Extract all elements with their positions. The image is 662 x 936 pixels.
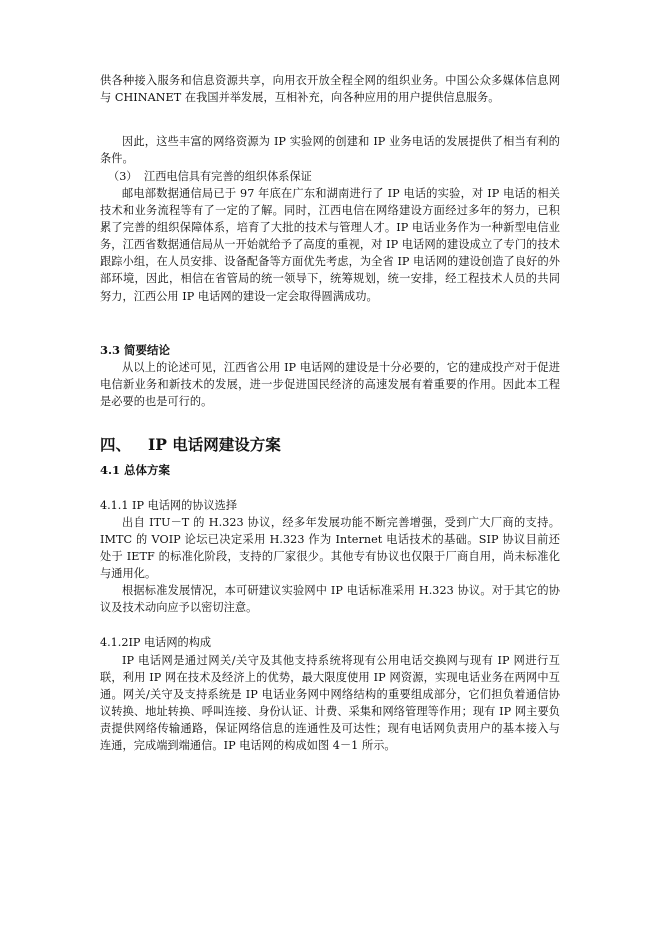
paragraph-conclusion: 从以上的论述可见，江西省公用 IP 电话网的建设是十分必要的，它的建成投产对于促进电信新业务和新技术的发展，进一步促进国民经济的高速发展有着重要的作用。因此本工程是必要的也是可行的。 [100,361,560,409]
paragraph-protocol-selection: 出自 ITU－T 的 H.323 协议，经多年发展功能不断完善增强，受到广大厂商的支持。IMTC 的 VOIP 论坛已决定采用 H.323 作为 Internet 电话技术的基础。SIP 协议目前还处于 IETF 的标准化阶段，支持的厂家很少。其他专有协议也仅限于厂商自用，尚未标准化与通用化。 [100,516,560,581]
paragraph-conditions: 因此，这些丰富的网络资源为 IP 实验网的创建和 IP 业务电话的发展提供了相当有利的条件。 [100,135,560,166]
paragraph-protocol-recommendation: 根据标准发展情况，本可研建议实验网中 IP 电话标准采用 H.323 协议。对于其它的协议及技术动向应予以密切注意。 [100,584,560,615]
paragraph-network-resources: 供各种接入服务和信息资源共享，向用衣开放全程全网的组织业务。中国公众多媒体信息网与 CHINANET 在我国并举发展，互相补充，向各种应用的用户提供信息服务。 [100,74,560,105]
item-title: 江西电信具有完善的组织体系保证 [144,170,312,183]
chapter-number: 四、 [100,435,132,454]
section-heading-4-1: 4.1 总体方案 [100,463,171,477]
subsection-heading-4-1-1: 4.1.1 IP 电话网的协议选择 [100,499,238,512]
chapter-title: IP 电话网建设方案 [148,435,281,454]
item-heading-3 [100,168,560,185]
section-heading-3-3: 3.3 简要结论 [100,343,171,357]
subsection-heading-4-1-2: 4.1.2IP 电话网的构成 [100,636,212,649]
paragraph-organization: 邮电部数据通信局已于 97 年底在广东和湖南进行了 IP 电话的实验，对 IP 电话的相关技术和业务流程等有了一定的了解。同时，江西电信在网络建设方面经过多年的努力，已积累了完善的组织保障体系，培育了大批的技术与管理人才。IP 电话业务作为一种新型电信业务，江西省数据通信局从一开始就给予了高度的重视，对 IP 电话网的建设成立了专门的技术跟踪小组，在人员安排、设备配备等方面优先考虑，为全省 IP 电话网的建设创造了良好的外部环境，因此，相信在省管局的统一领导下，统筹规划，统一安排，经工程技术人员的共同努力，江西公用 IP 电话网的建设一定会取得圆满成功。 [100,187,560,303]
paragraph-network-composition: IP 电话网是通过网关/关守及其他支持系统将现有公用电话交换网与现有 IP 网进行互联，利用 IP 网在技术及经济上的优势，最大限度使用 IP 网资源，实现电话业务在两网中互通。网关/关守及支持系统是 IP 电话业务网中网络结构的重要组成部分，它们担负着通信协议转换、地址转换、呼叫连接、身份认证、计费、采集和网络管理等作用；现有 IP 网主要负责提供网络传输通路，保证网络信息的连通性及可达性；现有电话网负责用户的基本接入与连通，完成端到端通信。IP 电话网的构成如图 4－1 所示。 [100,654,560,753]
chapter-heading-4 [100,435,560,455]
item-number: （3） [108,170,138,183]
